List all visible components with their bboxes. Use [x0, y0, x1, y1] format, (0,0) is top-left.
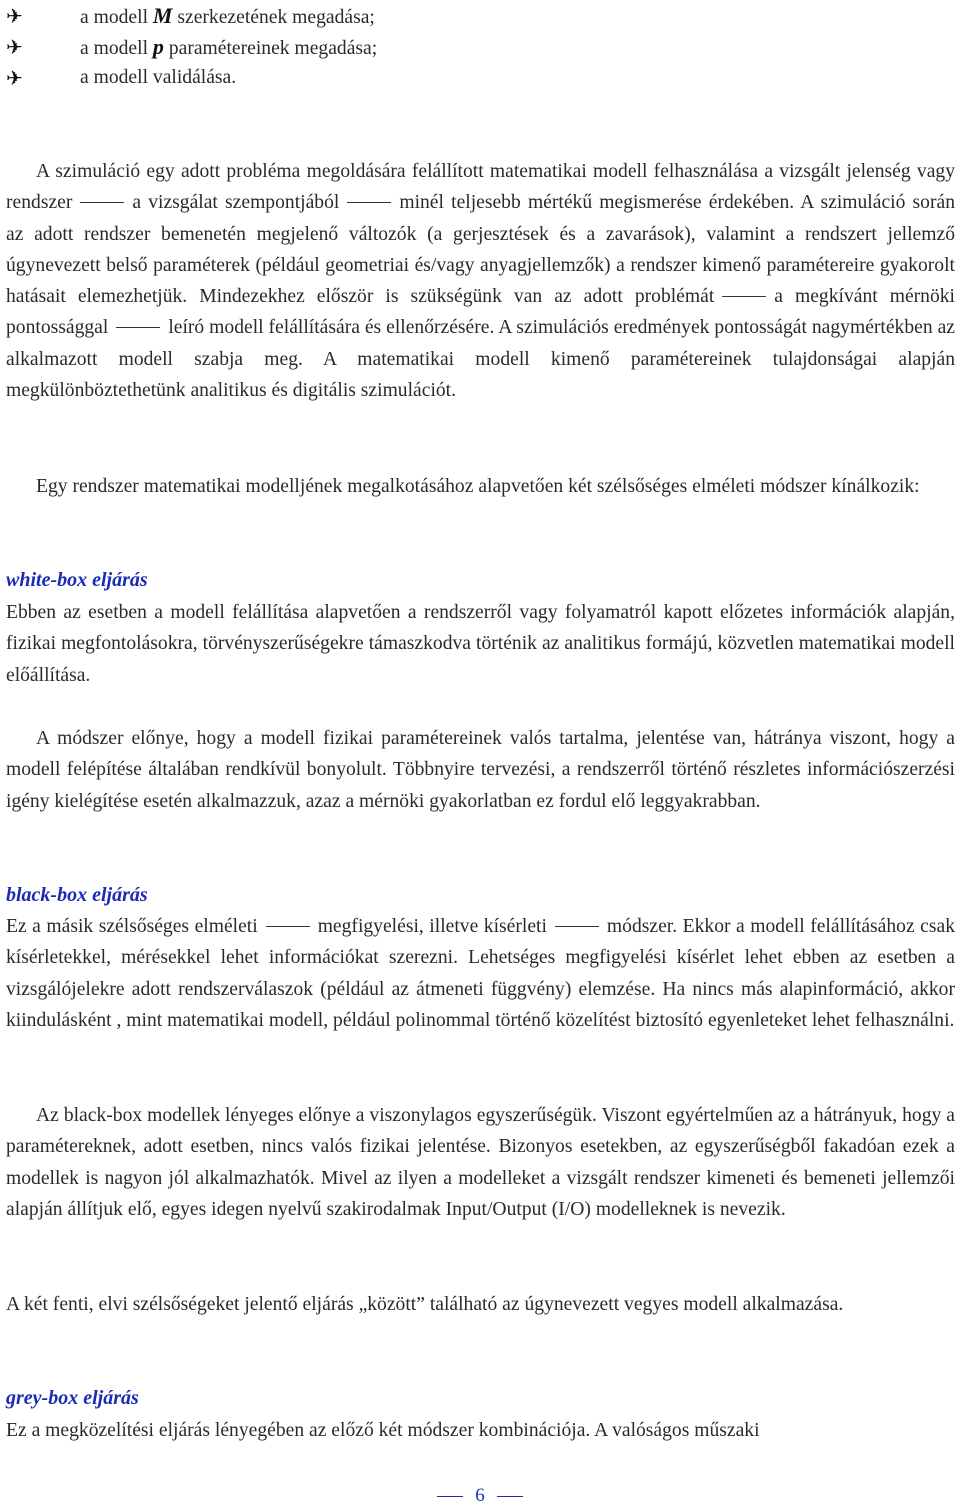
em-dash: [555, 926, 599, 927]
list-item: ✈ a modell validálása.: [6, 66, 237, 90]
paragraph-white-box: Ebben az esetben a modell felállítása alapvetően a rendszerről vagy folyamatról kapott előzetes információk alapján, fizikai megfontolásokra, törvényszerűségekre támaszkodva történik az analitikus formájú, közvetlen matematikai modell előállítása.: [6, 602, 955, 686]
heading-grey-box: grey-box eljárás: [6, 1387, 139, 1409]
heading-white-box: white-box eljárás: [6, 569, 148, 591]
list-item: ✈ a modell p paramétereinek megadása;: [6, 34, 378, 59]
em-dash: [347, 202, 391, 203]
paragraph-black-box: Ez a másik szélsőséges elméleti megfigyelési, illetve kísérleti módszer. Ekkor a modell felállításához csak kísérletekkel, mérésekkel lehet információkat szerezni. Lehetséges megfigyelési kísérlet lehet ebben az esetben a vizsgálójelekre adott rendszerválaszok (például az átmeneti függvény) elemzése. Ha nincs más alapinformáció, akkor kiindulásként , mint matematikai modell, például polinommal történő közelítést biztosító egyenleteket lehet felhasználni.: [6, 916, 955, 1031]
em-dash: [266, 926, 310, 927]
dash-left: [437, 1496, 463, 1497]
bullet-list: [6, 2, 906, 95]
dash-right: [497, 1496, 523, 1497]
airplane-icon: ✈: [6, 66, 23, 90]
heading-black-box: black-box eljárás: [6, 884, 148, 906]
airplane-icon: ✈: [6, 35, 23, 59]
paragraph-methods: Egy rendszer matematikai modelljének megalkotásához alapvetően két szélsőséges elméleti módszer kínálkozik:: [36, 476, 920, 497]
airplane-icon: ✈: [6, 4, 23, 28]
em-dash: [80, 202, 124, 203]
paragraph-simulation: A szimuláció egy adott probléma megoldására felállított matematikai modell felhasználása a vizsgált jelenség vagy rendszer a vizsgálat szempontjából minél teljesebb mértékű megismerése érdekében. A szimuláció során az adott rendszer bemenetén megjelenő változók (a gerjesztések és a zavarások), valamint a rendszert jellemző úgynevezett belső paraméterek (például geometriai és/vagy anyagjellemzők) a rendszer kimenő paramétereire gyakorolt hatásait elemezhetjük. Mindezekhez először is szükségünk van az adott problémát a megkívánt mérnöki pontossággal leíró modell felállítására és ellenőrzésére. A szimulációs eredmények pontosságát nagymértékben az alkalmazott modell szabja meg. A matematikai modell kimenő paramétereinek tulajdonságai alapján megkülönböztethetünk analitikus és digitális szimulációt.: [6, 161, 956, 402]
page-number: 6: [0, 1484, 960, 1508]
em-dash: [116, 327, 160, 328]
em-dash: [722, 296, 766, 297]
paragraph-white-box-advantage: A módszer előnye, hogy a modell fizikai paramétereinek valós tartalma, jelentése van, hátránya viszont, hogy a modell felépítése általában rendkívül bonyolult. Többnyire tervezési, a rendszerről történő részletes információszerzési igény kielégítése esetén alkalmazzuk, azaz a mérnöki gyakorlatban ez fordul elő leggyakrabban.: [6, 728, 955, 812]
paragraph-grey-box: Ez a megközelítési eljárás lényegében az előző két módszer kombinációja. A valóságos műszaki: [6, 1420, 760, 1441]
list-item: ✈ a modell M szerkezetének megadása;: [6, 3, 375, 28]
paragraph-black-box-advantage: Az black-box modellek lényeges előnye a viszonylagos egyszerűségük. Viszont egyértelműen az a hátrányuk, hogy a paramétereknek, adott esetben, nincs valós fizikai jelentése. Bizonyos esetekben, az egyszerűségből fakadóan ezek a modellek is nagyon jól alkalmazhatók. Mivel az ilyen a modelleket a vizsgált rendszer kimeneti és bemeneti jellemzői alapján állítjuk elő, egyes idegen nyelvű szakirodalmak Input/Output (I/O) modelleknek is nevezik.: [6, 1105, 955, 1220]
paragraph-mixed-model: A két fenti, elvi szélsőségeket jelentő eljárás „között” található az úgynevezett vegyes modell alkalmazása.: [6, 1294, 844, 1315]
